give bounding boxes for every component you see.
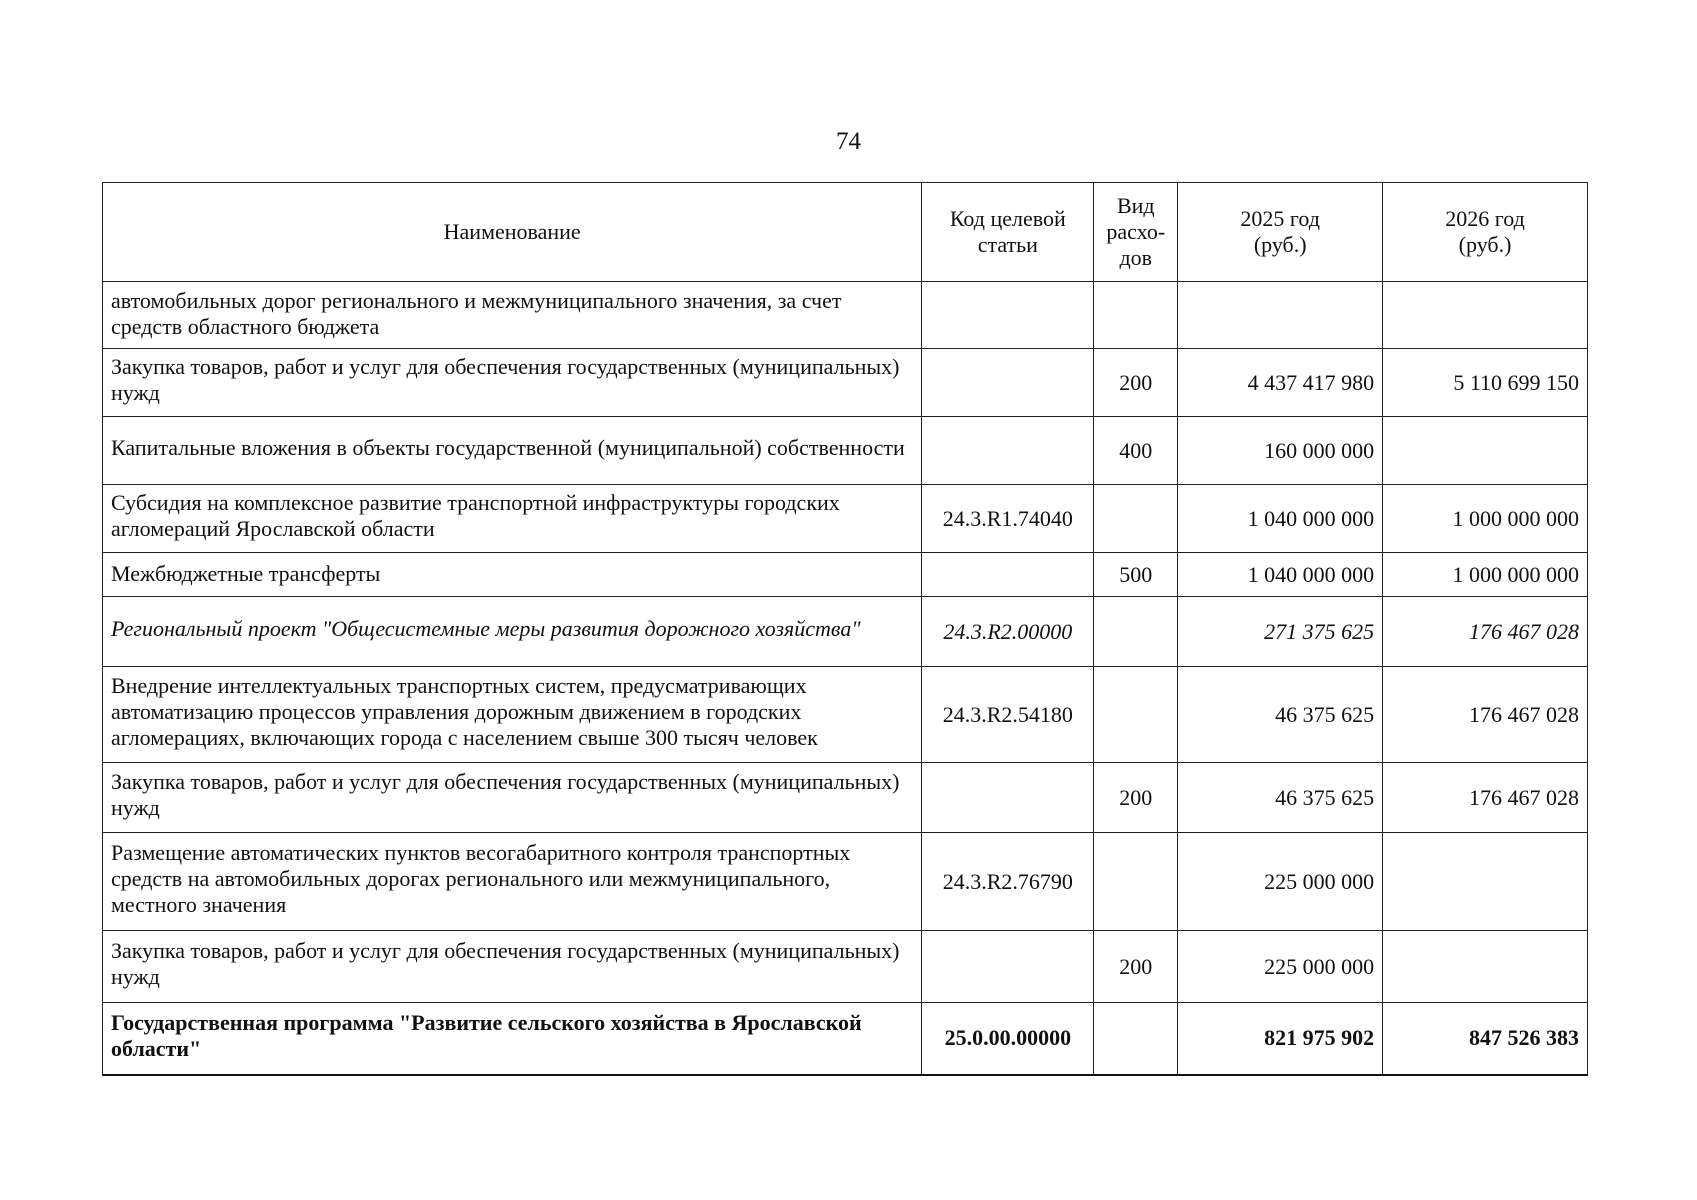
row-name: автомобильных дорог регионального и межмуниципального значения, за счет средств областного бюджета [103, 282, 922, 349]
row-name: Региональный проект "Общесистемные меры развития дорожного хозяйства" [103, 597, 922, 667]
row-code [922, 931, 1094, 1003]
row-code [922, 763, 1094, 833]
row-2026: 1 000 000 000 [1383, 485, 1588, 553]
row-2025: 1 040 000 000 [1178, 553, 1383, 597]
row-expense-type: 200 [1094, 349, 1178, 417]
row-code: 24.3.R1.74040 [922, 485, 1094, 553]
row-2025: 46 375 625 [1178, 667, 1383, 763]
row-2026: 1 000 000 000 [1383, 553, 1588, 597]
header-name: Наименование [103, 183, 922, 282]
row-code: 24.3.R2.76790 [922, 833, 1094, 931]
row-2025: 160 000 000 [1178, 417, 1383, 485]
row-code: 24.3.R2.00000 [922, 597, 1094, 667]
header-2025: 2025 год (руб.) [1178, 183, 1383, 282]
row-expense-type [1094, 282, 1178, 349]
row-name: Закупка товаров, работ и услуг для обеспечения государственных (муниципальных) нужд [103, 931, 922, 1003]
table-row [103, 485, 1588, 553]
row-expense-type: 500 [1094, 553, 1178, 597]
row-name: Закупка товаров, работ и услуг для обеспечения государственных (муниципальных) нужд [103, 763, 922, 833]
row-name: Капитальные вложения в объекты государственной (муниципальной) собственности [103, 417, 922, 485]
row-2025: 46 375 625 [1178, 763, 1383, 833]
row-2026: 176 467 028 [1383, 597, 1588, 667]
header-2026: 2026 год (руб.) [1383, 183, 1588, 282]
row-2026: 176 467 028 [1383, 667, 1588, 763]
row-code [922, 417, 1094, 485]
table-row [103, 667, 1588, 763]
row-expense-type: 200 [1094, 931, 1178, 1003]
row-2026: 176 467 028 [1383, 763, 1588, 833]
row-expense-type [1094, 485, 1178, 553]
table-row [103, 833, 1588, 931]
table-row [103, 349, 1588, 417]
header-code: Код целевой статьи [922, 183, 1094, 282]
row-2026: 5 110 699 150 [1383, 349, 1588, 417]
table-row [103, 597, 1588, 667]
row-2026: 847 526 383 [1383, 1003, 1588, 1075]
table-row [103, 282, 1588, 349]
table-header-row [103, 183, 1588, 282]
row-2026 [1383, 282, 1588, 349]
page-number: 74 [836, 128, 861, 155]
row-2025: 4 437 417 980 [1178, 349, 1383, 417]
row-2026 [1383, 931, 1588, 1003]
row-name: Размещение автоматических пунктов весогабаритного контроля транспортных средств на автомобильных дорогах регионального или межмуниципального, местного значения [103, 833, 922, 931]
row-name: Межбюджетные трансферты [103, 553, 922, 597]
row-2025: 225 000 000 [1178, 833, 1383, 931]
row-name: Внедрение интеллектуальных транспортных систем, предусматривающих автоматизацию процессов управления дорожным движением в городских агломерациях, включающих города с населением свыше 300 тысяч человек [103, 667, 922, 763]
row-2026 [1383, 833, 1588, 931]
table-row [103, 763, 1588, 833]
row-code: 25.0.00.00000 [922, 1003, 1094, 1075]
row-code [922, 282, 1094, 349]
row-2025: 225 000 000 [1178, 931, 1383, 1003]
row-expense-type: 200 [1094, 763, 1178, 833]
row-expense-type [1094, 833, 1178, 931]
table-row [103, 1003, 1588, 1075]
row-name: Государственная программа "Развитие сельского хозяйства в Ярославской области" [103, 1003, 922, 1075]
row-name: Субсидия на комплексное развитие транспортной инфраструктуры городских агломераций Ярославской области [103, 485, 922, 553]
header-expense-type: Вид расхо- дов [1094, 183, 1178, 282]
row-2025: 821 975 902 [1178, 1003, 1383, 1075]
row-2025: 1 040 000 000 [1178, 485, 1383, 553]
table-row [103, 931, 1588, 1003]
row-expense-type [1094, 597, 1178, 667]
row-name: Закупка товаров, работ и услуг для обеспечения государственных (муниципальных) нужд [103, 349, 922, 417]
row-2025 [1178, 282, 1383, 349]
row-expense-type [1094, 1003, 1178, 1075]
row-2026 [1383, 417, 1588, 485]
row-code: 24.3.R2.54180 [922, 667, 1094, 763]
row-expense-type [1094, 667, 1178, 763]
table-row [103, 417, 1588, 485]
row-code [922, 349, 1094, 417]
row-expense-type: 400 [1094, 417, 1178, 485]
row-code [922, 553, 1094, 597]
budget-table [102, 182, 1588, 1076]
row-2025: 271 375 625 [1178, 597, 1383, 667]
table-row [103, 553, 1588, 597]
